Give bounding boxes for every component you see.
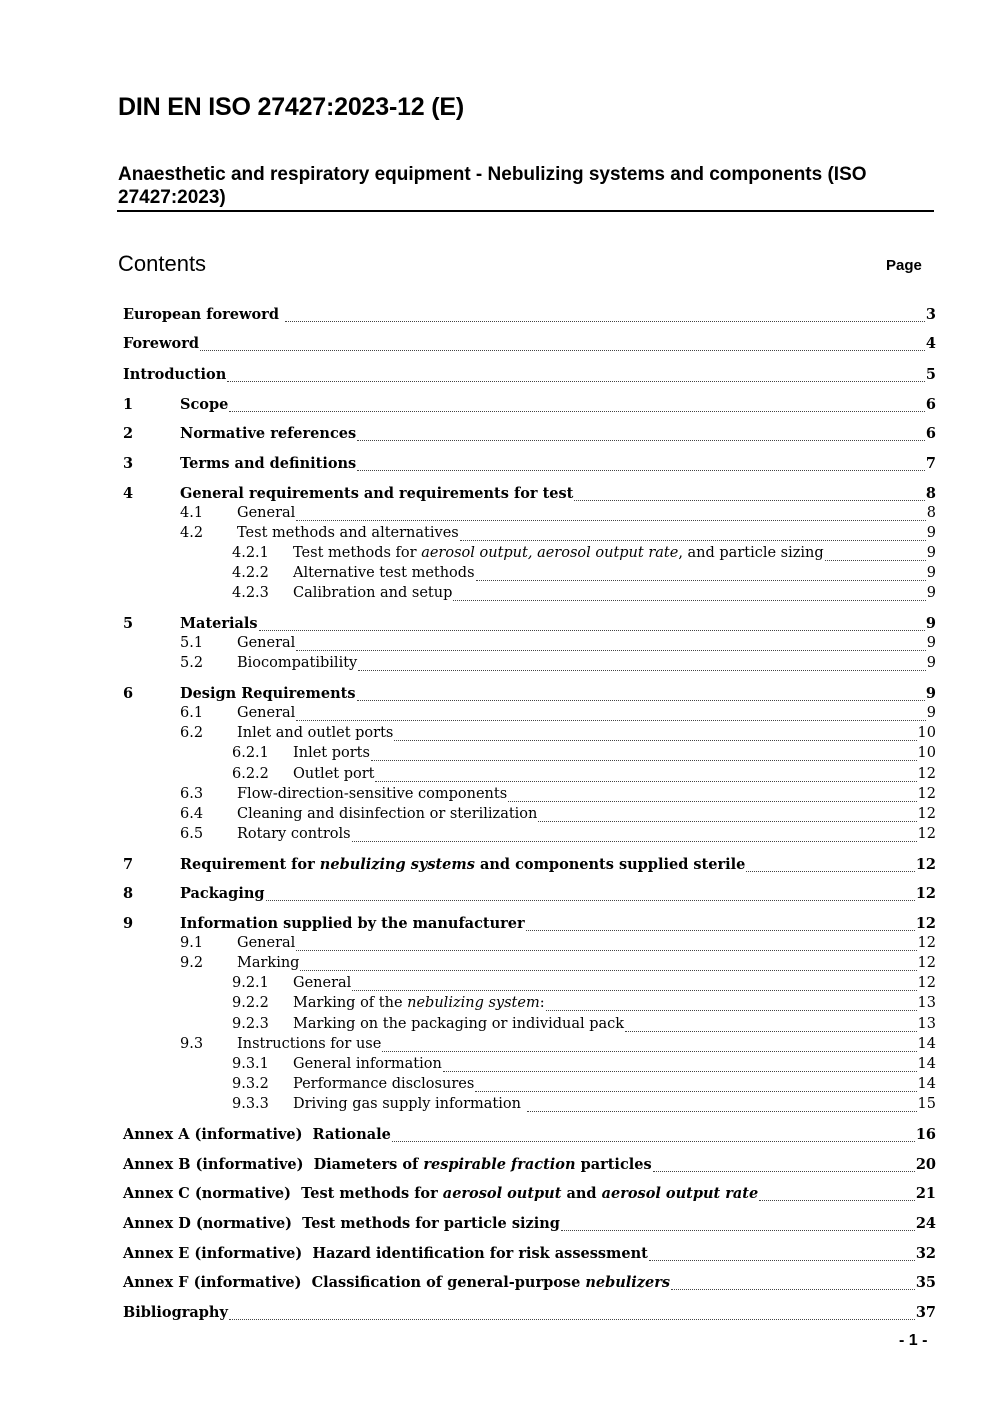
toc-entry-title-part: Driving gas supply information [293, 1096, 526, 1112]
toc-dot-leader [357, 455, 925, 471]
toc-entry-title-part: Bibliography [123, 1304, 228, 1321]
toc-entry-title [237, 725, 393, 741]
toc-entry-title-part: Calibration and setup [293, 585, 453, 601]
toc-entry-number: 9.2.2 [232, 995, 269, 1011]
toc-dot-leader [229, 396, 925, 412]
toc-dot-leader [371, 745, 917, 761]
toc-entry-title [237, 525, 459, 541]
toc-entry-page: 15 [917, 1096, 936, 1112]
toc-entry-title-part: particles [575, 1156, 652, 1173]
toc-entry-number: 9.2 [180, 955, 204, 971]
toc-entry-title-part: Design Requirements [180, 685, 356, 702]
toc-entry[interactable] [0, 545, 992, 565]
toc-entry-title [180, 915, 525, 932]
toc-entry-title [237, 705, 295, 721]
toc-entry[interactable] [0, 1274, 992, 1294]
toc-dot-leader [453, 585, 925, 601]
toc-entry-title-part: Normative references [180, 425, 357, 442]
toc-entry-title [237, 955, 299, 971]
toc-entry-page: 12 [917, 806, 936, 822]
toc-entry[interactable] [0, 1156, 992, 1176]
toc-entry-title-part: nebulizers [585, 1274, 671, 1291]
toc-entry-page: 37 [915, 1304, 936, 1321]
toc-entry[interactable] [0, 915, 992, 935]
toc-dot-leader [538, 806, 916, 822]
toc-entry-title-part: Annex A (informative) Rationale [123, 1126, 391, 1143]
toc-entry[interactable] [0, 856, 992, 876]
toc-entry-title-part: aerosol output [442, 1185, 562, 1202]
toc-entry[interactable] [0, 1076, 992, 1096]
toc-dot-leader [229, 1304, 915, 1320]
toc-entry-page: 12 [917, 935, 936, 951]
toc-entry-title-part: Requirement for [180, 856, 320, 873]
toc-entry-title [293, 1076, 474, 1092]
title-divider [117, 210, 934, 212]
toc-entry[interactable] [0, 1096, 992, 1116]
toc-dot-leader [625, 1016, 916, 1032]
toc-entry-title [123, 1274, 670, 1291]
toc-entry-title [180, 396, 228, 413]
toc-entry-number: 2 [123, 425, 134, 442]
toc-entry[interactable] [0, 306, 992, 326]
toc-entry-title-part: Rotary controls [237, 826, 351, 842]
toc-dot-leader [546, 995, 917, 1011]
toc-entry-number: 9.2.1 [232, 975, 269, 991]
toc-entry-page: 14 [917, 1056, 936, 1072]
toc-dot-leader [574, 485, 925, 501]
toc-entry-page: 10 [917, 745, 936, 761]
toc-entry-number: 4.2.1 [232, 545, 269, 561]
toc-dot-leader [382, 1036, 916, 1052]
toc-entry[interactable] [0, 585, 992, 605]
toc-entry-number: 9.3.3 [232, 1096, 269, 1112]
toc-entry-title-part: European foreword [123, 306, 285, 323]
toc-entry[interactable] [0, 786, 992, 806]
toc-dot-leader [443, 1056, 917, 1072]
toc-entry-page: 9 [926, 705, 936, 721]
toc-entry[interactable] [0, 975, 992, 995]
toc-entry-page: 9 [926, 525, 936, 541]
toc-entry-page: 9 [926, 585, 936, 601]
document-title: DIN EN ISO 27427:2023-12 (E) [118, 93, 464, 121]
toc-entry-number: 6.2.1 [232, 745, 269, 761]
contents-heading: Contents [118, 251, 207, 276]
toc-dot-leader [352, 975, 916, 991]
toc-entry[interactable] [0, 705, 992, 725]
toc-entry-title-part: Scope [180, 396, 229, 413]
toc-entry-title-part: Performance disclosures [293, 1076, 475, 1092]
toc-entry[interactable] [0, 655, 992, 675]
toc-entry-number: 6 [123, 685, 134, 702]
toc-entry-title-part: Marking on the packaging or individual pack [293, 1016, 625, 1032]
toc-entry-page: 12 [917, 766, 936, 782]
toc-dot-leader [285, 306, 925, 322]
toc-entry-page: 3 [925, 306, 936, 323]
toc-entry-title-part: General information [293, 1056, 442, 1072]
toc-entry[interactable] [0, 1245, 992, 1265]
toc-dot-leader [357, 685, 925, 701]
toc-entry[interactable] [0, 396, 992, 416]
toc-entry-title [293, 565, 475, 581]
toc-entry[interactable] [0, 935, 992, 955]
toc-entry-number: 6.1 [180, 705, 204, 721]
toc-entry-number: 9.3 [180, 1036, 204, 1052]
toc-dot-leader [296, 635, 925, 651]
toc-entry-title [293, 745, 370, 761]
toc-entry-title-part: Inlet and outlet ports [237, 725, 394, 741]
toc-dot-leader [653, 1156, 915, 1172]
toc-entry-number: 5.2 [180, 655, 204, 671]
toc-entry-title-part: Information supplied by the manufacturer [180, 915, 525, 932]
toc-entry[interactable] [0, 485, 992, 505]
toc-entry-title-part: General [293, 975, 352, 991]
toc-dot-leader [394, 725, 916, 741]
toc-entry-title [237, 1036, 381, 1052]
toc-entry[interactable] [0, 806, 992, 826]
toc-entry-title-part: and [561, 1185, 602, 1202]
toc-entry-title-part: Annex F (informative) Classification of general-purpose [123, 1274, 586, 1291]
toc-entry-title-part: General requirements and requirements for test [180, 485, 574, 502]
toc-entry-number: 6.2.2 [232, 766, 269, 782]
toc-entry[interactable] [0, 635, 992, 655]
toc-entry-title [237, 806, 537, 822]
toc-dot-leader [526, 915, 915, 931]
toc-entry-title [237, 635, 295, 651]
toc-entry-title [180, 885, 265, 902]
toc-entry-title [237, 826, 351, 842]
toc-entry-title-part: General [237, 935, 296, 951]
toc-entry[interactable] [0, 955, 992, 975]
toc-entry-title [123, 1185, 758, 1202]
page-column-heading: Page [886, 257, 922, 274]
toc-entry-title-part: aerosol output, aerosol output rate [421, 545, 679, 561]
toc-entry[interactable] [0, 745, 992, 765]
toc-dot-leader [649, 1245, 915, 1261]
toc-entry-title-part: Foreword [123, 335, 199, 352]
toc-entry-page: 35 [915, 1274, 936, 1291]
toc-entry-title-part: Marking [237, 955, 300, 971]
footer-page-number: - 1 - [899, 1332, 928, 1349]
toc-entry-page: 9 [926, 545, 936, 561]
toc-dot-leader [527, 1096, 917, 1112]
toc-entry-number: 6.2 [180, 725, 204, 741]
toc-entry-title [123, 335, 199, 352]
toc-dot-leader [296, 505, 925, 521]
toc-entry-title [293, 995, 545, 1011]
toc-dot-leader [460, 525, 926, 541]
toc-entry-title [237, 505, 295, 521]
toc-entry-title-part: Packaging [180, 885, 265, 902]
toc-entry-title-part: Outlet port [293, 766, 375, 782]
toc-entry[interactable] [0, 425, 992, 445]
toc-entry-page: 12 [917, 826, 936, 842]
toc-entry-title [180, 856, 745, 873]
toc-entry[interactable] [0, 505, 992, 525]
toc-entry-number: 1 [123, 396, 134, 413]
toc-entry-title [237, 935, 295, 951]
toc-entry[interactable] [0, 335, 992, 355]
toc-entry-title-part: nebulizing system [407, 995, 540, 1011]
toc-entry-title-part: and components supplied sterile [474, 856, 746, 873]
toc-entry-title-part: Test methods and alternatives [237, 525, 459, 541]
toc-entry-title [293, 975, 351, 991]
toc-entry[interactable] [0, 1056, 992, 1076]
toc-entry-title-part: Annex E (informative) Hazard identification for risk assessment [123, 1245, 648, 1262]
toc-entry-title-part: Test methods for [293, 545, 422, 561]
toc-entry-title [123, 306, 284, 323]
toc-dot-leader [825, 545, 926, 561]
toc-entry-page: 6 [925, 425, 936, 442]
toc-entry[interactable] [0, 1215, 992, 1235]
toc-entry-page: 13 [917, 1016, 936, 1032]
toc-entry-number: 9.3.2 [232, 1076, 269, 1092]
toc-entry-title-part: Alternative test methods [293, 565, 475, 581]
toc-dot-leader [357, 425, 925, 441]
toc-entry-page: 6 [925, 396, 936, 413]
toc-entry-page: 4 [925, 335, 936, 352]
toc-dot-leader [300, 955, 916, 971]
toc-entry[interactable] [0, 1126, 992, 1146]
toc-entry-page: 9 [925, 615, 936, 632]
toc-entry-page: 10 [917, 725, 936, 741]
toc-entry[interactable] [0, 995, 992, 1015]
toc-entry-title [293, 545, 824, 561]
toc-dot-leader [475, 1076, 916, 1092]
toc-dot-leader [392, 1126, 915, 1142]
toc-entry-number: 4.2.2 [232, 565, 269, 581]
toc-entry-title-part: respirable fraction [423, 1156, 576, 1173]
toc-entry-page: 8 [925, 485, 936, 502]
toc-entry-page: 14 [917, 1036, 936, 1052]
toc-entry[interactable] [0, 366, 992, 386]
toc-entry-page: 9 [926, 655, 936, 671]
toc-entry-title [180, 425, 356, 442]
toc-dot-leader [227, 366, 925, 382]
toc-entry-page: 12 [917, 955, 936, 971]
toc-entry-page: 7 [925, 455, 936, 472]
toc-entry[interactable] [0, 1036, 992, 1056]
toc-entry-page: 12 [917, 786, 936, 802]
toc-entry-page: 32 [915, 1245, 936, 1262]
toc-entry-page: 5 [925, 366, 936, 383]
toc-dot-leader [671, 1274, 915, 1290]
toc-entry-title [123, 1126, 391, 1143]
toc-entry-title [123, 366, 226, 383]
toc-entry-page: 16 [915, 1126, 936, 1143]
toc-entry-page: 13 [917, 995, 936, 1011]
toc-entry[interactable] [0, 525, 992, 545]
toc-entry-title-part: aerosol output rate [601, 1185, 759, 1202]
toc-entry-number: 8 [123, 885, 134, 902]
toc-entry[interactable] [0, 615, 992, 635]
toc-entry-page: 20 [915, 1156, 936, 1173]
toc-entry-title-part: nebulizing systems [319, 856, 475, 873]
toc-dot-leader [296, 935, 916, 951]
toc-entry-title-part: General [237, 705, 296, 721]
toc-entry-page: 9 [926, 565, 936, 581]
toc-entry-page: 12 [915, 915, 936, 932]
toc-entry-title-part: Biocompatibility [237, 655, 358, 671]
toc-entry-title [123, 1245, 648, 1262]
toc-entry-title-part: , and particle sizing [678, 545, 824, 561]
toc-entry-title [123, 1156, 652, 1173]
toc-dot-leader [746, 856, 914, 872]
toc-entry-title-part: Annex C (normative) Test methods for [123, 1185, 443, 1202]
toc-entry[interactable] [0, 1304, 992, 1324]
toc-dot-leader [561, 1215, 915, 1231]
toc-entry-number: 4.1 [180, 505, 204, 521]
toc-entry-title-part: Materials [180, 615, 258, 632]
toc-dot-leader [375, 766, 916, 782]
toc-entry[interactable] [0, 455, 992, 475]
toc-dot-leader [200, 335, 925, 351]
toc-entry-title-part: Instructions for use [237, 1036, 382, 1052]
toc-entry-number: 9.2.3 [232, 1016, 269, 1032]
toc-entry-title [237, 655, 357, 671]
toc-entry-page: 8 [926, 505, 936, 521]
toc-entry-title [180, 685, 356, 702]
toc-dot-leader [508, 786, 916, 802]
toc-entry-title-part: Marking of the [293, 995, 408, 1011]
toc-entry-number: 4 [123, 485, 134, 502]
toc-entry-title [180, 455, 356, 472]
toc-dot-leader [759, 1185, 915, 1201]
toc-entry-number: 9.1 [180, 935, 204, 951]
toc-entry-page: 12 [915, 856, 936, 873]
toc-entry-page: 12 [917, 975, 936, 991]
toc-entry[interactable] [0, 766, 992, 786]
toc-entry-title-part: Flow-direction-sensitive components [237, 786, 508, 802]
toc-entry[interactable] [0, 725, 992, 745]
toc-dot-leader [266, 885, 915, 901]
toc-entry-title [123, 1215, 560, 1232]
toc-entry-number: 9 [123, 915, 134, 932]
toc-entry-title-part: Cleaning and disinfection or sterilization [237, 806, 538, 822]
toc-entry-number: 3 [123, 455, 134, 472]
toc-entry-title [293, 1016, 624, 1032]
toc-entry-title-part: Inlet ports [293, 745, 370, 761]
toc-entry[interactable] [0, 1185, 992, 1205]
toc-entry-title [237, 786, 507, 802]
toc-entry-title-part: : [539, 995, 545, 1011]
toc-entry-title-part: General [237, 635, 296, 651]
toc-entry-title-part: General [237, 505, 296, 521]
toc-entry-page: 12 [915, 885, 936, 902]
toc-dot-leader [352, 826, 917, 842]
toc-entry-number: 5 [123, 615, 134, 632]
toc-dot-leader [358, 655, 926, 671]
toc-dot-leader [476, 565, 926, 581]
toc-entry-number: 4.2 [180, 525, 204, 541]
toc-entry-page: 9 [926, 635, 936, 651]
toc-entry-number: 6.4 [180, 806, 204, 822]
toc-entry-title [293, 766, 374, 782]
toc-entry[interactable] [0, 1016, 992, 1036]
toc-entry-title [180, 615, 258, 632]
document-subtitle: Anaesthetic and respiratory equipment - Nebulizing systems and components (ISO 27427:2023) [118, 164, 867, 208]
toc-entry[interactable] [0, 685, 992, 705]
toc-entry-number: 4.2.3 [232, 585, 269, 601]
toc-entry-title [293, 585, 452, 601]
toc-entry-page: 21 [915, 1185, 936, 1202]
toc-entry-title-part: Terms and definitions [180, 455, 357, 472]
toc-entry-number: 5.1 [180, 635, 204, 651]
toc-entry-page: 24 [915, 1215, 936, 1232]
toc-dot-leader [259, 615, 925, 631]
toc-entry-title [293, 1096, 526, 1112]
toc-entry[interactable] [0, 565, 992, 585]
toc-entry-title-part: Introduction [123, 366, 227, 383]
toc-entry-number: 6.5 [180, 826, 204, 842]
toc-entry-title [180, 485, 573, 502]
toc-entry-title-part: Annex B (informative) Diameters of [123, 1156, 424, 1173]
toc-entry-number: 9.3.1 [232, 1056, 269, 1072]
toc-entry-title-part: Annex D (normative) Test methods for particle sizing [123, 1215, 560, 1232]
toc-entry[interactable] [0, 885, 992, 905]
toc-dot-leader [296, 705, 925, 721]
toc-entry-title [293, 1056, 442, 1072]
toc-entry-page: 14 [917, 1076, 936, 1092]
toc-entry-number: 7 [123, 856, 134, 873]
toc-entry-number: 6.3 [180, 786, 204, 802]
toc-entry[interactable] [0, 826, 992, 846]
toc-entry-title [123, 1304, 228, 1321]
toc-entry-page: 9 [925, 685, 936, 702]
